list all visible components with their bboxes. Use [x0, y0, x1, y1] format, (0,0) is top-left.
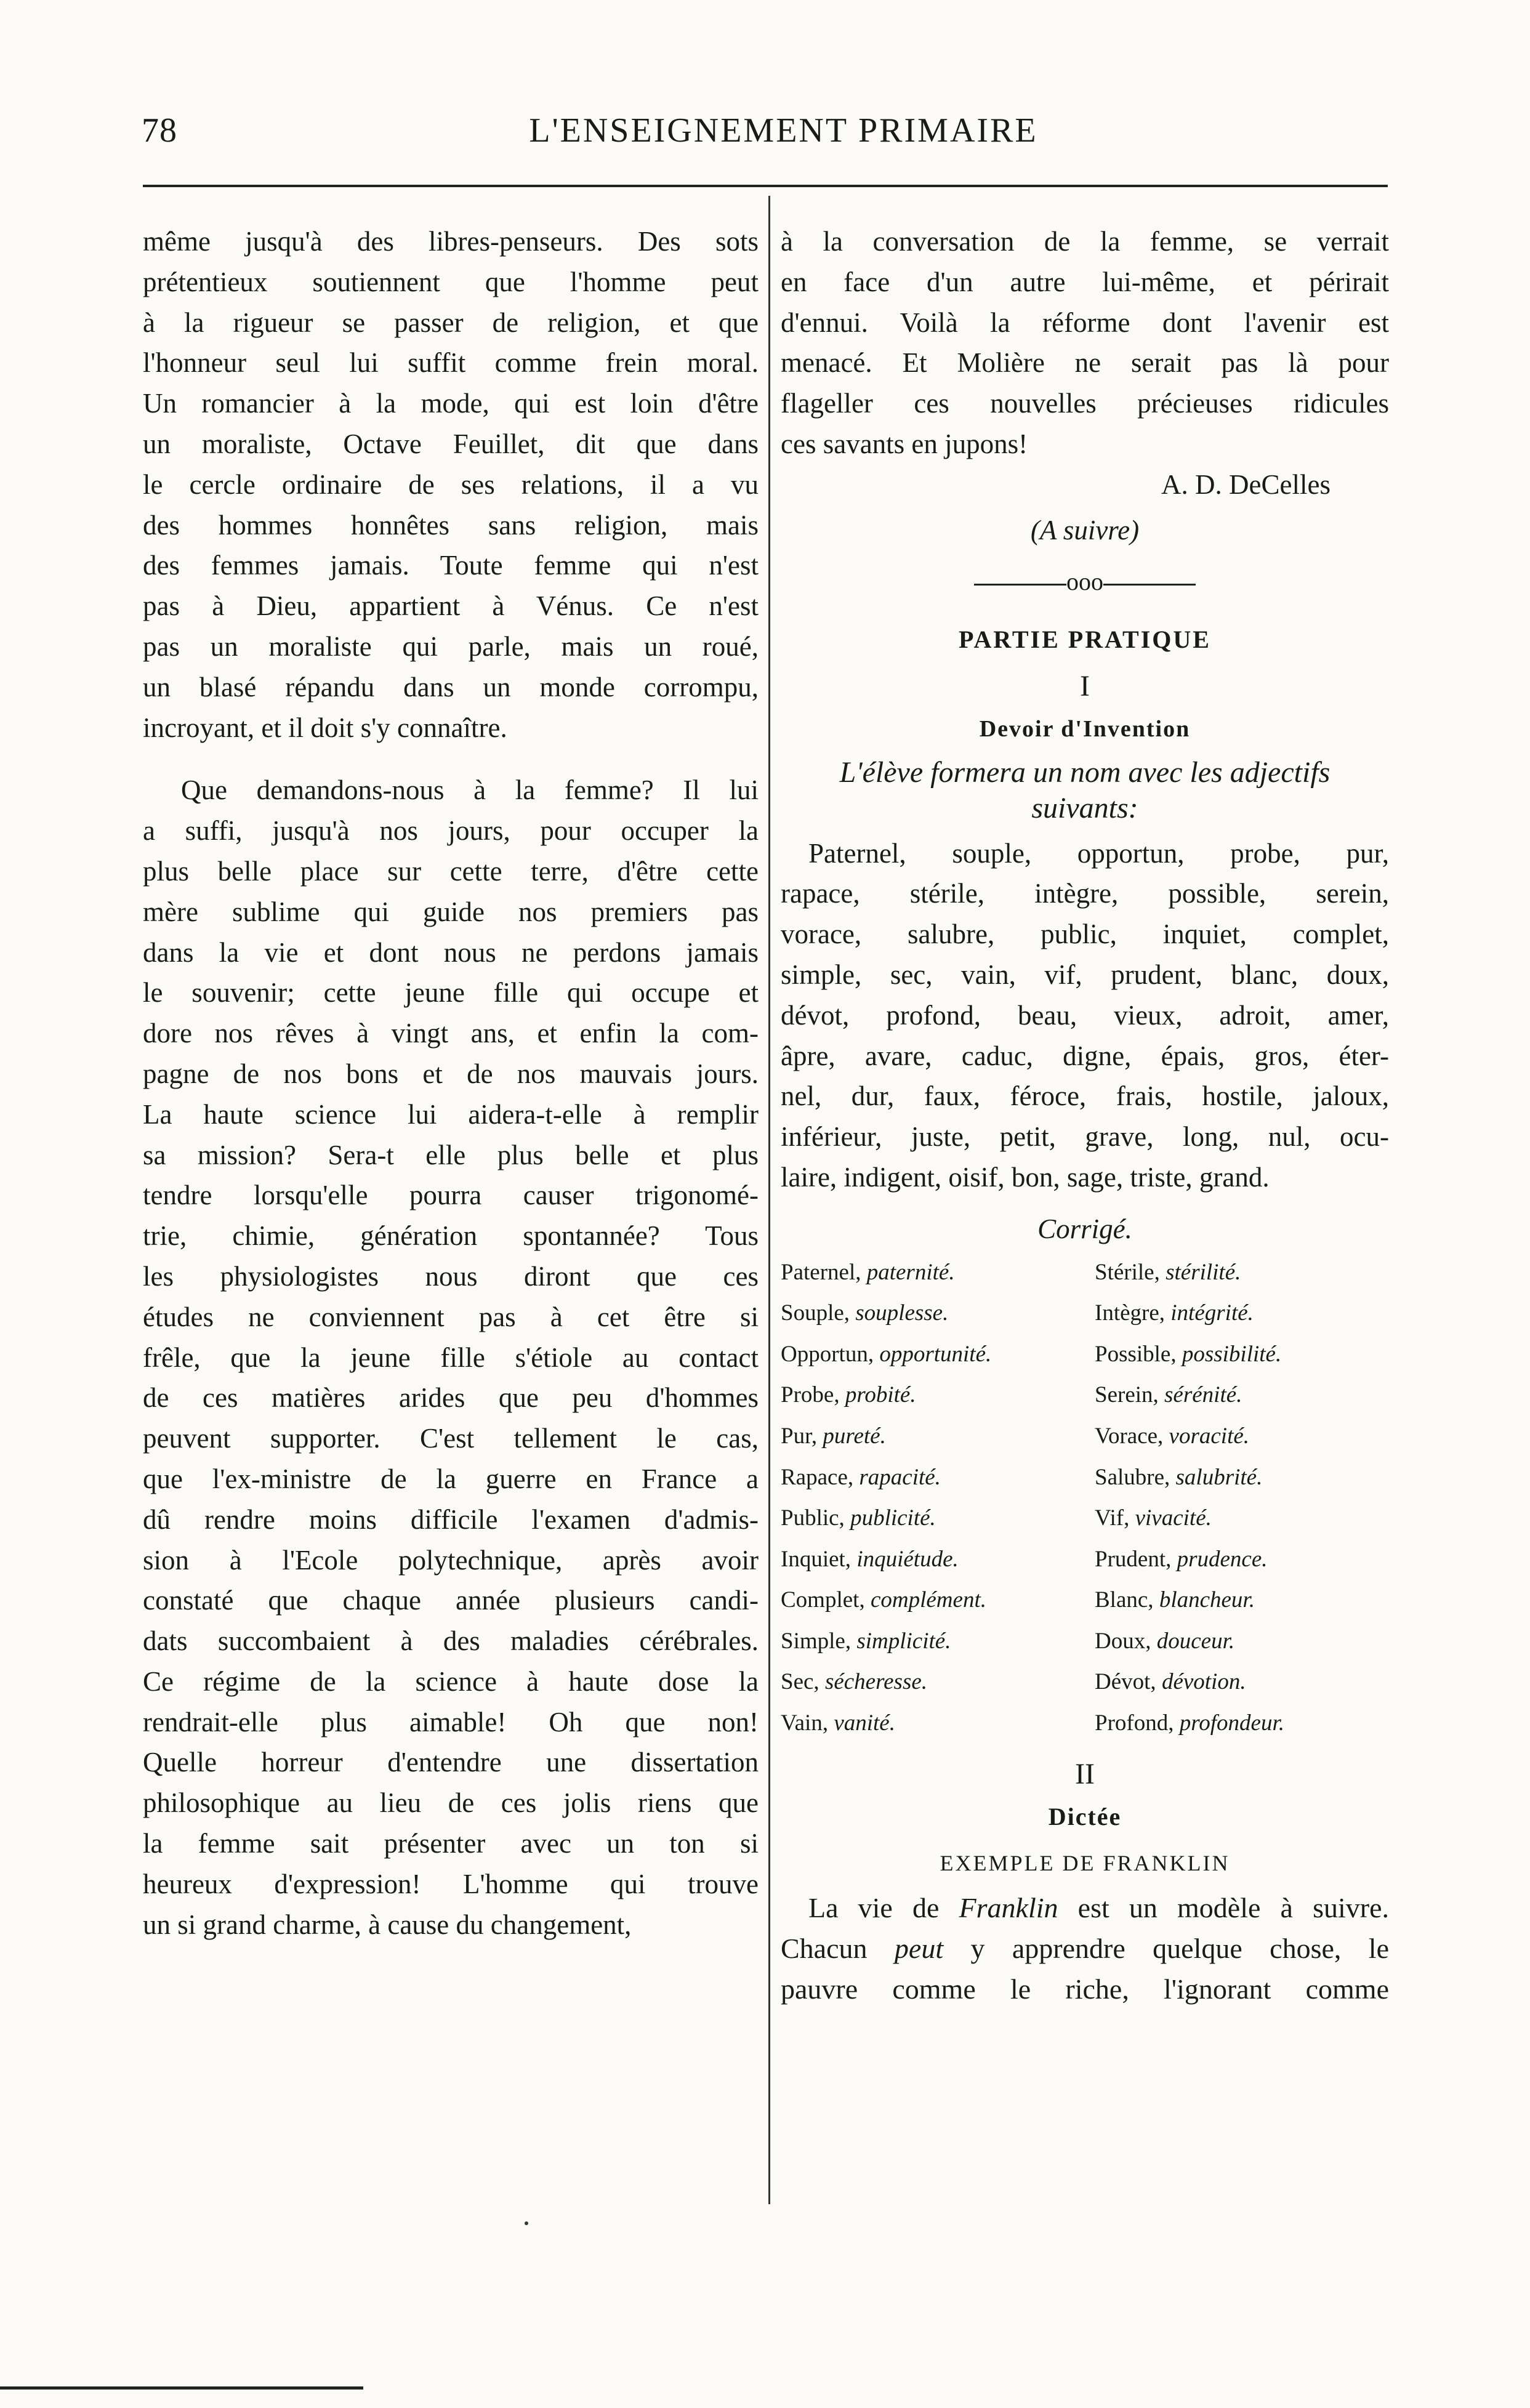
answer-key-entry: Pur, pureté.	[781, 1423, 886, 1449]
text-line: le souvenir; cette jeune fille qui occupe et	[143, 977, 759, 1009]
answer-key-entry: Public, publicité.	[781, 1505, 936, 1531]
answer-key-entry: Complet, complément.	[781, 1587, 986, 1613]
text-line: l'honneur seul lui suffit comme frein moral.	[143, 347, 759, 379]
adjective-line: rapace, stérile, intègre, possible, serein,	[781, 878, 1389, 909]
answer-key-entry: Intègre, intégrité.	[1095, 1300, 1254, 1326]
answer-key-entry: Prudent, prudence.	[1095, 1546, 1268, 1572]
dictation-line: pauvre comme le riche, l'ignorant comme	[781, 1973, 1389, 2005]
text-line: un si grand charme, à cause du changement,	[143, 1909, 632, 1940]
text-line: d'ennui. Voilà la réforme dont l'avenir est	[781, 307, 1389, 338]
text-line: dans la vie et dont nous ne perdons jamais	[143, 936, 759, 968]
text-line: un moraliste, Octave Feuillet, dit que dans	[143, 428, 759, 459]
text-line: ces savants en jupons!	[781, 428, 1028, 459]
text-line: trie, chimie, génération spontannée? Tous	[143, 1220, 759, 1252]
answer-key-entry: Souple, souplesse.	[781, 1300, 949, 1326]
dictation-line: La vie de Franklin est un modèle à suivre.	[808, 1892, 1389, 1924]
answer-key-entry: Doux, douceur.	[1095, 1628, 1235, 1654]
adjective-line: inférieur, juste, petit, grave, long, nul, ocu-	[781, 1121, 1389, 1153]
text-line: à la rigueur se passer de religion, et que	[143, 307, 759, 338]
dictation-title: Dictée	[1048, 1803, 1122, 1831]
text-line: frêle, que la jeune fille s'étiole au contact	[143, 1342, 759, 1373]
left-column	[143, 222, 759, 1945]
text-line: études ne conviennent pas à cet être si	[143, 1301, 759, 1332]
text-line: la femme sait présenter avec un ton si	[143, 1828, 759, 1859]
column-divider	[768, 196, 770, 2204]
adjective-line: dévot, profond, beau, vieux, adroit, amer,	[781, 999, 1389, 1031]
text-line: dats succombaient à des maladies cérébrales.	[143, 1625, 759, 1657]
answer-key-entry: Inquiet, inquiétude.	[781, 1546, 959, 1572]
answer-key-entry: Probe, probité.	[781, 1382, 916, 1408]
answer-key-entry: Dévot, dévotion.	[1095, 1669, 1246, 1695]
text-line: dû rendre moins difficile l'examen d'admis-	[143, 1504, 759, 1535]
text-line: prétentieux soutiennent que l'homme peut	[143, 266, 759, 297]
text-line: peuvent supporter. C'est tellement le cas,	[143, 1423, 759, 1454]
exercise-title: Devoir d'Invention	[979, 715, 1191, 742]
text-line: tendre lorsqu'elle pourra causer trigonomé-	[143, 1180, 759, 1211]
text-line: dore nos rêves à vingt ans, et enfin la com-	[143, 1018, 759, 1049]
text-line: pagne de nos bons et de nos mauvais jours.	[143, 1058, 759, 1089]
text-line: Un romancier à la mode, qui est loin d'être	[143, 388, 759, 419]
running-head: L'ENSEIGNEMENT PRIMAIRE	[529, 111, 1038, 150]
section-numeral-2: II	[1075, 1757, 1095, 1790]
text-line: le cercle ordinaire de ses relations, il a vu	[143, 469, 759, 500]
answer-key-entry: Profond, profondeur.	[1095, 1710, 1285, 1736]
text-line: pas un moraliste qui parle, mais un roué,	[143, 630, 759, 662]
instruction-line: L'élève formera un nom avec les adjectifs	[839, 755, 1331, 789]
text-line: les physiologistes nous diront que ces	[143, 1260, 759, 1292]
adjective-line: âpre, avare, caduc, digne, épais, gros, éter-	[781, 1040, 1389, 1071]
text-line: rendrait-elle plus aimable! Oh que non!	[143, 1706, 759, 1738]
text-line: pas à Dieu, appartient à Vénus. Ce n'est	[143, 590, 759, 622]
right-column	[781, 222, 1389, 2009]
text-line: constaté que chaque année plusieurs candi-	[143, 1585, 759, 1616]
adjective-line: vorace, salubre, public, inquiet, complet,	[781, 919, 1389, 950]
text-line: menacé. Et Molière ne serait pas là pour	[781, 347, 1389, 379]
answer-key-entry: Vif, vivacité.	[1095, 1505, 1212, 1531]
dictation-line: Chacun peut y apprendre quelque chose, le	[781, 1932, 1389, 1964]
adjective-list	[781, 834, 1389, 1198]
footer-rule	[0, 2386, 363, 2390]
text-line: Que demandons-nous à la femme? Il lui	[181, 775, 759, 806]
paragraph-1	[143, 222, 759, 748]
answer-key-table	[781, 1252, 1389, 1744]
text-line: heureux d'expression! L'homme qui trouve	[143, 1868, 759, 1899]
text-line: plus belle place sur cette terre, d'être cette	[143, 855, 759, 887]
text-line: sa mission? Sera-t elle plus belle et plus	[143, 1139, 759, 1170]
exercise-instruction	[781, 755, 1389, 826]
to-follow-note: (A suivre)	[1030, 514, 1140, 546]
text-line: flageller ces nouvelles précieuses ridicules	[781, 388, 1389, 419]
adjective-line: laire, indigent, oisif, bon, sage, triste, grand.	[781, 1161, 1270, 1193]
answer-key-entry: Salubre, salubrité.	[1095, 1464, 1263, 1490]
text-line: un blasé répandu dans un monde corrompu,	[143, 671, 759, 703]
paragraph-2	[143, 770, 759, 1945]
answer-key-entry: Rapace, rapacité.	[781, 1464, 941, 1490]
text-line: a suffi, jusqu'à nos jours, pour occuper la	[143, 815, 759, 847]
answer-key-entry: Vain, vanité.	[781, 1710, 895, 1736]
answer-key-entry: Serein, sérénité.	[1095, 1382, 1242, 1408]
answer-key-title: Corrigé.	[1037, 1213, 1132, 1244]
text-line: même jusqu'à des libres-penseurs. Des sots	[143, 226, 759, 257]
text-line: Quelle horreur d'entendre une dissertation	[143, 1747, 759, 1778]
author-signature: A. D. DeCelles	[1161, 469, 1331, 500]
answer-key-entry: Possible, possibilité.	[1095, 1341, 1282, 1367]
text-line: La haute science lui aidera-t-elle à remplir	[143, 1098, 759, 1130]
answer-key-entry: Vorace, voracité.	[1095, 1423, 1250, 1449]
answer-key-entry: Stérile, stérilité.	[1095, 1259, 1241, 1285]
answer-key-entry: Blanc, blancheur.	[1095, 1587, 1255, 1613]
text-line: des femmes jamais. Toute femme qui n'est	[143, 550, 759, 581]
header-rule	[143, 185, 1388, 187]
answer-key-entry: Sec, sécheresse.	[781, 1669, 928, 1695]
answer-key-entry: Opportun, opportunité.	[781, 1341, 992, 1367]
text-line: sion à l'Ecole polytechnique, après avoir	[143, 1544, 759, 1576]
page-number: 78	[142, 111, 177, 150]
ornament-divider	[781, 562, 1389, 602]
adjective-line: nel, dur, faux, féroce, frais, hostile, jaloux,	[781, 1081, 1389, 1112]
section-title: PARTIE PRATIQUE	[959, 626, 1211, 654]
dictation-text	[781, 1888, 1389, 2009]
text-line: des hommes honnêtes sans religion, mais	[143, 509, 759, 541]
instruction-line: suivants:	[1031, 791, 1138, 824]
text-line: Ce régime de la science à haute dose la	[143, 1665, 759, 1697]
adjective-line: Paternel, souple, opportun, probe, pur,	[808, 837, 1389, 869]
text-line: à la conversation de la femme, se verrait	[781, 226, 1389, 257]
text-line: en face d'un autre lui-même, et périrait	[781, 266, 1389, 297]
ornament-text: ooo	[1066, 568, 1103, 596]
section-numeral-1: I	[1080, 669, 1090, 703]
dictation-subtitle: EXEMPLE DE FRANKLIN	[940, 1851, 1230, 1876]
answer-key-entry: Paternel, paternité.	[781, 1259, 955, 1285]
text-line: que l'ex-ministre de la guerre en France a	[143, 1463, 759, 1494]
text-line: de ces matières arides que peu d'hommes	[143, 1382, 759, 1414]
text-line: mère sublime qui guide nos premiers pas	[143, 896, 759, 927]
answer-key-entry: Simple, simplicité.	[781, 1628, 951, 1654]
print-speck	[525, 2221, 528, 2225]
continuation-paragraph	[781, 222, 1389, 465]
adjective-line: simple, sec, vain, vif, prudent, blanc, doux,	[781, 959, 1389, 990]
text-line: incroyant, et il doit s'y connaître.	[143, 712, 507, 743]
text-line: philosophique au lieu de ces jolis riens que	[143, 1787, 759, 1819]
